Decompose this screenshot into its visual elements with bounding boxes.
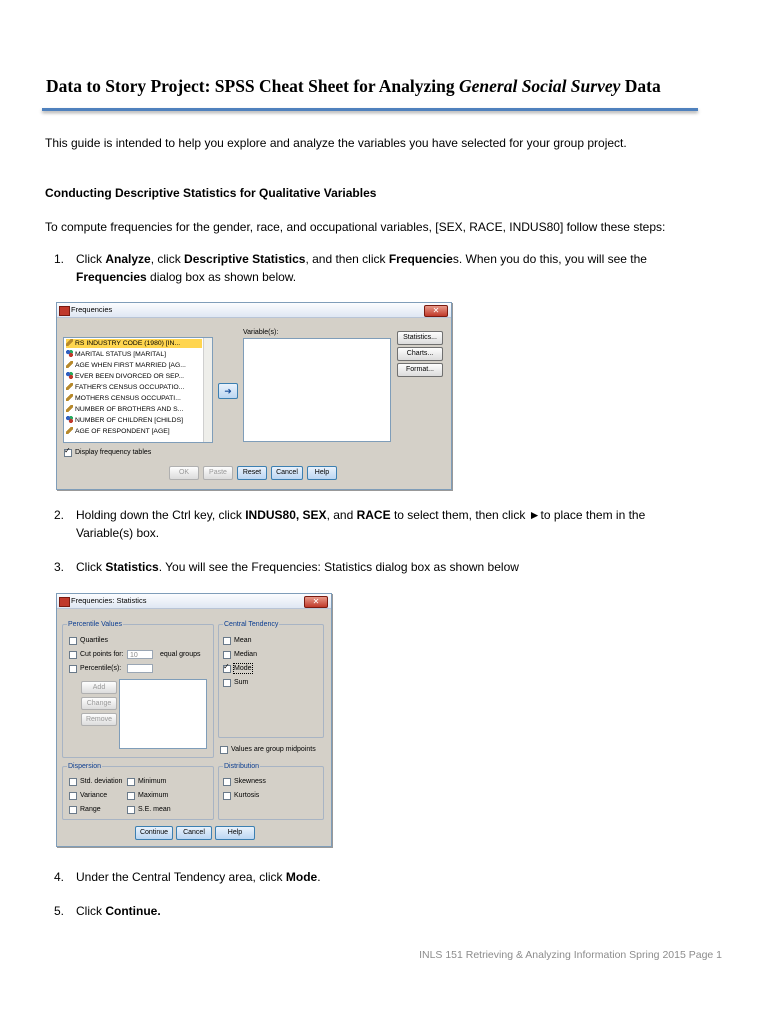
distribution-group <box>218 763 324 820</box>
add-button[interactable]: Add <box>81 681 117 694</box>
section-heading: Conducting Descriptive Statistics for Qualitative Variables <box>45 186 377 200</box>
list-item[interactable]: RS INDUSTRY CODE (1980) [IN... <box>66 339 202 348</box>
scale-icon <box>66 383 73 390</box>
scale-icon <box>66 394 73 401</box>
step-number: 3. <box>53 560 64 574</box>
percentiles-checkbox[interactable] <box>69 665 77 673</box>
display-tables-checkbox[interactable] <box>64 449 72 457</box>
format-button[interactable]: Format... <box>397 363 443 377</box>
percentile-group <box>62 621 214 758</box>
step1-text-cont: Frequencies dialog box as shown below. <box>76 270 297 284</box>
cut-points-label: Cut points for: <box>80 651 124 658</box>
continue-button[interactable]: Continue <box>135 826 173 840</box>
paste-button[interactable]: Paste <box>203 466 233 480</box>
help-button[interactable]: Help <box>307 466 337 480</box>
mode-label: Mode <box>234 665 252 672</box>
variance-label: Variance <box>80 792 108 799</box>
scrollbar[interactable] <box>203 338 212 442</box>
list-item[interactable]: EVER BEEN DIVORCED OR SEP... <box>66 372 184 381</box>
range-label: Range <box>80 806 101 813</box>
cut-points-input[interactable]: 10 <box>127 650 153 659</box>
group-title: Central Tendency <box>224 621 279 628</box>
skewness-label: Skewness <box>234 778 266 785</box>
display-tables-label: Display frequency tables <box>75 449 152 456</box>
sum-checkbox[interactable] <box>223 679 231 687</box>
statistics-dialog <box>56 593 332 847</box>
scale-icon <box>66 339 73 346</box>
list-item[interactable]: AGE WHEN FIRST MARRIED [AG... <box>66 361 186 370</box>
step2-text: Holding down the Ctrl key, click INDUS80, SEX, and RACE to select them, then click ►to place them in the <box>76 508 646 522</box>
charts-button[interactable]: Charts... <box>397 347 443 361</box>
scale-icon <box>66 427 73 434</box>
skewness-checkbox[interactable] <box>223 778 231 786</box>
std-deviation-checkbox[interactable] <box>69 778 77 786</box>
cancel-button[interactable]: Cancel <box>176 826 212 840</box>
step3-text: Click Statistics. You will see the Frequencies: Statistics dialog box as shown below <box>76 560 519 574</box>
nominal-icon <box>66 416 73 423</box>
kurtosis-label: Kurtosis <box>234 792 260 799</box>
step-number: 2. <box>53 508 64 522</box>
title-underline <box>42 108 698 111</box>
cut-points-checkbox[interactable] <box>69 651 77 659</box>
reset-button[interactable]: Reset <box>237 466 267 480</box>
central-tendency-group <box>218 621 324 738</box>
variables-target-list[interactable] <box>243 338 391 442</box>
mode-checkbox[interactable] <box>223 665 231 673</box>
mean-label: Mean <box>234 637 252 644</box>
page-title: Data to Story Project: SPSS Cheat Sheet for Analyzing General Social Survey Data <box>46 76 661 96</box>
variance-checkbox[interactable] <box>69 792 77 800</box>
nominal-icon <box>66 372 73 379</box>
page-footer: INLS 151 Retrieving & Analyzing Information Spring 2015 Page 1 <box>419 949 722 961</box>
list-item[interactable]: NUMBER OF CHILDREN [CHILDS] <box>66 416 183 425</box>
median-label: Median <box>234 651 257 658</box>
group-midpoints-label: Values are group midpoints <box>231 746 316 753</box>
se-mean-label: S.E. mean <box>138 806 171 813</box>
se-mean-checkbox[interactable] <box>127 806 135 814</box>
statistics-button[interactable]: Statistics... <box>397 331 443 345</box>
dialog-titlebar <box>57 303 451 318</box>
percentile-list[interactable] <box>119 679 207 749</box>
change-button[interactable]: Change <box>81 697 117 710</box>
group-midpoints-checkbox[interactable] <box>220 746 228 754</box>
step-number: 5. <box>53 904 64 918</box>
percentiles-input[interactable] <box>127 664 153 673</box>
median-checkbox[interactable] <box>223 651 231 659</box>
step2-text-cont: Variable(s) box. <box>76 526 160 540</box>
quartiles-checkbox[interactable] <box>69 637 77 645</box>
close-button[interactable]: ✕ <box>424 305 448 317</box>
scale-icon <box>66 361 73 368</box>
remove-button[interactable]: Remove <box>81 713 117 726</box>
quartiles-label: Quartiles <box>80 637 109 644</box>
variable-source-list[interactable] <box>63 337 213 443</box>
dispersion-group <box>62 763 214 820</box>
step4-text: Under the Central Tendency area, click Mode. <box>76 870 321 884</box>
kurtosis-checkbox[interactable] <box>223 792 231 800</box>
equal-groups-label: equal groups <box>160 651 201 658</box>
list-item[interactable]: AGE OF RESPONDENT [AGE] <box>66 427 170 436</box>
dialog-title: Frequencies: Statistics <box>71 596 147 605</box>
dialog-title: Frequencies <box>71 305 113 314</box>
cancel-button[interactable]: Cancel <box>271 466 303 480</box>
percentiles-label: Percentile(s): <box>80 665 122 672</box>
list-item[interactable]: MOTHERS CENSUS OCCUPATI... <box>66 394 181 403</box>
ok-button[interactable]: OK <box>169 466 199 480</box>
dialog-titlebar <box>57 594 331 609</box>
list-item[interactable]: MARITAL STATUS [MARITAL] <box>66 350 166 359</box>
minimum-label: Minimum <box>138 778 167 785</box>
group-title: Dispersion <box>68 763 102 770</box>
list-item[interactable]: NUMBER OF BROTHERS AND S... <box>66 405 183 414</box>
intro-text: This guide is intended to help you explore and analyze the variables you have selected for your group project. <box>45 136 627 150</box>
sum-label: Sum <box>234 679 249 686</box>
maximum-label: Maximum <box>138 792 169 799</box>
scale-icon <box>66 405 73 412</box>
step1-text: Click Analyze, click Descriptive Statistics, and then click Frequencies. When you do this, you will see the <box>76 252 647 266</box>
step5-text: Click Continue. <box>76 904 161 918</box>
range-checkbox[interactable] <box>69 806 77 814</box>
step-number: 1. <box>53 252 64 266</box>
section-intro: To compute frequencies for the gender, race, and occupational variables, [SEX, RACE, INDUS80] follow these steps: <box>45 220 666 234</box>
mean-checkbox[interactable] <box>223 637 231 645</box>
list-item[interactable]: FATHER'S CENSUS OCCUPATIO... <box>66 383 184 392</box>
frequencies-dialog <box>56 302 452 490</box>
step-number: 4. <box>53 870 64 884</box>
help-button[interactable]: Help <box>215 826 255 840</box>
nominal-icon <box>66 350 73 357</box>
move-variable-button[interactable]: ➜ <box>218 383 238 399</box>
maximum-checkbox[interactable] <box>127 792 135 800</box>
group-title: Percentile Values <box>68 621 122 628</box>
minimum-checkbox[interactable] <box>127 778 135 786</box>
group-title: Distribution <box>224 763 260 770</box>
variables-label: Variable(s): <box>243 329 279 336</box>
std-deviation-label: Std. deviation <box>80 778 123 785</box>
spss-icon <box>59 306 70 316</box>
close-button[interactable]: ✕ <box>304 596 328 608</box>
spss-icon <box>59 597 70 607</box>
